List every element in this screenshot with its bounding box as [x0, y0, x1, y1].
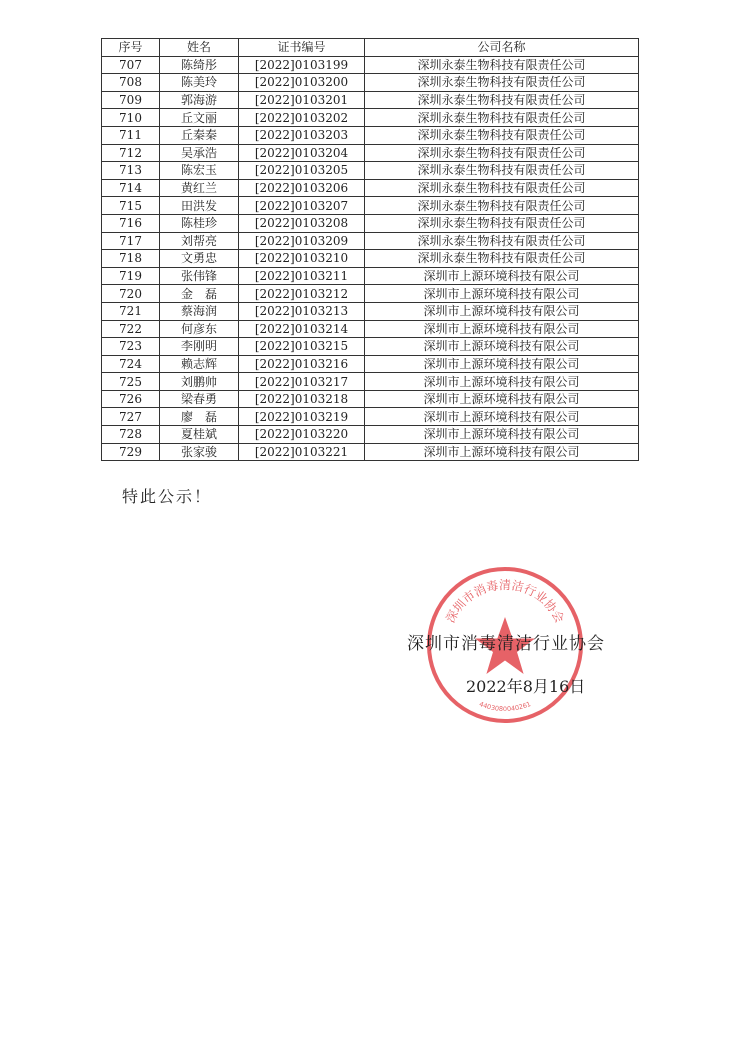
table-row	[102, 390, 639, 408]
cell-company: 深圳永泰生物科技有限责任公司	[365, 144, 639, 162]
cell-index: 711	[102, 126, 160, 144]
cell-company: 深圳市上源环境科技有限公司	[365, 267, 639, 285]
table-row	[102, 74, 639, 92]
cell-name: 金 磊	[160, 285, 239, 303]
cell-company: 深圳永泰生物科技有限责任公司	[365, 74, 639, 92]
cell-company: 深圳永泰生物科技有限责任公司	[365, 162, 639, 180]
table-row	[102, 179, 639, 197]
cell-name: 廖 磊	[160, 408, 239, 426]
cell-name: 郭海游	[160, 91, 239, 109]
cell-cert-no: [2022]0103212	[239, 285, 365, 303]
cell-index: 713	[102, 162, 160, 180]
cell-company: 深圳市上源环境科技有限公司	[365, 426, 639, 444]
cell-cert-no: [2022]0103209	[239, 232, 365, 250]
cell-name: 陈美玲	[160, 74, 239, 92]
cell-cert-no: [2022]0103204	[239, 144, 365, 162]
table-row	[102, 373, 639, 391]
cell-cert-no: [2022]0103202	[239, 109, 365, 127]
cell-company: 深圳永泰生物科技有限责任公司	[365, 179, 639, 197]
table-row	[102, 267, 639, 285]
cell-company: 深圳市上源环境科技有限公司	[365, 338, 639, 356]
table-row	[102, 338, 639, 356]
cell-cert-no: [2022]0103221	[239, 443, 365, 461]
signature-date: 2022年8月16日	[466, 677, 586, 696]
header-cert-no: 证书编号	[239, 39, 365, 57]
table-row	[102, 285, 639, 303]
cell-index: 724	[102, 355, 160, 373]
cell-company: 深圳永泰生物科技有限责任公司	[365, 109, 639, 127]
cell-name: 赖志辉	[160, 355, 239, 373]
cell-cert-no: [2022]0103216	[239, 355, 365, 373]
table-row	[102, 408, 639, 426]
cell-index: 719	[102, 267, 160, 285]
cell-index: 717	[102, 232, 160, 250]
cell-name: 夏桂斌	[160, 426, 239, 444]
cell-index: 710	[102, 109, 160, 127]
table-row	[102, 250, 639, 268]
cell-cert-no: [2022]0103219	[239, 408, 365, 426]
cell-name: 陈宏玉	[160, 162, 239, 180]
seal-code: 4403080040261	[477, 700, 533, 714]
table-row	[102, 443, 639, 461]
cell-index: 727	[102, 408, 160, 426]
header-index: 序号	[102, 39, 160, 57]
cell-name: 陈绮彤	[160, 56, 239, 74]
cell-cert-no: [2022]0103218	[239, 390, 365, 408]
header-name: 姓名	[160, 39, 239, 57]
header-company: 公司名称	[365, 39, 639, 57]
cell-company: 深圳永泰生物科技有限责任公司	[365, 250, 639, 268]
table-row	[102, 109, 639, 127]
seal-text: 深圳市消毒清洁行业协会	[443, 578, 567, 626]
cell-company: 深圳永泰生物科技有限责任公司	[365, 91, 639, 109]
cell-cert-no: [2022]0103220	[239, 426, 365, 444]
cell-index: 729	[102, 443, 160, 461]
table-header-row	[102, 39, 639, 57]
cell-name: 田洪发	[160, 197, 239, 215]
certificate-table	[101, 38, 639, 461]
cell-company: 深圳市上源环境科技有限公司	[365, 302, 639, 320]
cell-index: 709	[102, 91, 160, 109]
cell-cert-no: [2022]0103207	[239, 197, 365, 215]
cell-index: 714	[102, 179, 160, 197]
cell-index: 718	[102, 250, 160, 268]
cell-company: 深圳市上源环境科技有限公司	[365, 320, 639, 338]
cell-company: 深圳市上源环境科技有限公司	[365, 443, 639, 461]
cell-name: 黄红兰	[160, 179, 239, 197]
cell-index: 725	[102, 373, 160, 391]
cell-company: 深圳市上源环境科技有限公司	[365, 355, 639, 373]
cell-index: 726	[102, 390, 160, 408]
cell-company: 深圳永泰生物科技有限责任公司	[365, 232, 639, 250]
table-row	[102, 214, 639, 232]
cell-name: 陈桂珍	[160, 214, 239, 232]
notice-text: 特此公示！	[122, 487, 213, 506]
table-row	[102, 355, 639, 373]
cell-cert-no: [2022]0103210	[239, 250, 365, 268]
cell-company: 深圳永泰生物科技有限责任公司	[365, 56, 639, 74]
cell-name: 文勇忠	[160, 250, 239, 268]
cell-company: 深圳永泰生物科技有限责任公司	[365, 197, 639, 215]
cell-name: 刘帮亮	[160, 232, 239, 250]
cell-index: 708	[102, 74, 160, 92]
table-row	[102, 302, 639, 320]
cell-cert-no: [2022]0103214	[239, 320, 365, 338]
signature-org: 深圳市消毒清洁行业协会	[407, 634, 605, 654]
cell-cert-no: [2022]0103199	[239, 56, 365, 74]
cell-company: 深圳市上源环境科技有限公司	[365, 390, 639, 408]
cell-index: 716	[102, 214, 160, 232]
cell-name: 吴承浩	[160, 144, 239, 162]
cell-cert-no: [2022]0103217	[239, 373, 365, 391]
cell-index: 728	[102, 426, 160, 444]
cell-name: 何彦东	[160, 320, 239, 338]
cell-company: 深圳永泰生物科技有限责任公司	[365, 214, 639, 232]
cell-company: 深圳市上源环境科技有限公司	[365, 408, 639, 426]
table-row	[102, 426, 639, 444]
table-row	[102, 126, 639, 144]
cell-index: 715	[102, 197, 160, 215]
cell-cert-no: [2022]0103213	[239, 302, 365, 320]
cell-cert-no: [2022]0103200	[239, 74, 365, 92]
cell-name: 蔡海润	[160, 302, 239, 320]
table-row	[102, 320, 639, 338]
cell-company: 深圳市上源环境科技有限公司	[365, 373, 639, 391]
cell-index: 721	[102, 302, 160, 320]
cell-index: 722	[102, 320, 160, 338]
cell-name: 丘秦秦	[160, 126, 239, 144]
cell-name: 梁春勇	[160, 390, 239, 408]
cell-cert-no: [2022]0103215	[239, 338, 365, 356]
cell-cert-no: [2022]0103211	[239, 267, 365, 285]
cell-index: 723	[102, 338, 160, 356]
cell-cert-no: [2022]0103206	[239, 179, 365, 197]
cell-name: 李刚明	[160, 338, 239, 356]
cell-index: 720	[102, 285, 160, 303]
table-row	[102, 91, 639, 109]
cell-cert-no: [2022]0103203	[239, 126, 365, 144]
cell-company: 深圳永泰生物科技有限责任公司	[365, 126, 639, 144]
cell-index: 712	[102, 144, 160, 162]
table-row	[102, 56, 639, 74]
table-row	[102, 197, 639, 215]
table-row	[102, 162, 639, 180]
table-row	[102, 232, 639, 250]
cell-name: 丘文丽	[160, 109, 239, 127]
table-row	[102, 144, 639, 162]
cell-name: 刘鹏帅	[160, 373, 239, 391]
cell-cert-no: [2022]0103201	[239, 91, 365, 109]
cell-index: 707	[102, 56, 160, 74]
cell-cert-no: [2022]0103208	[239, 214, 365, 232]
cell-name: 张家骏	[160, 443, 239, 461]
cell-name: 张伟锋	[160, 267, 239, 285]
cell-cert-no: [2022]0103205	[239, 162, 365, 180]
cell-company: 深圳市上源环境科技有限公司	[365, 285, 639, 303]
